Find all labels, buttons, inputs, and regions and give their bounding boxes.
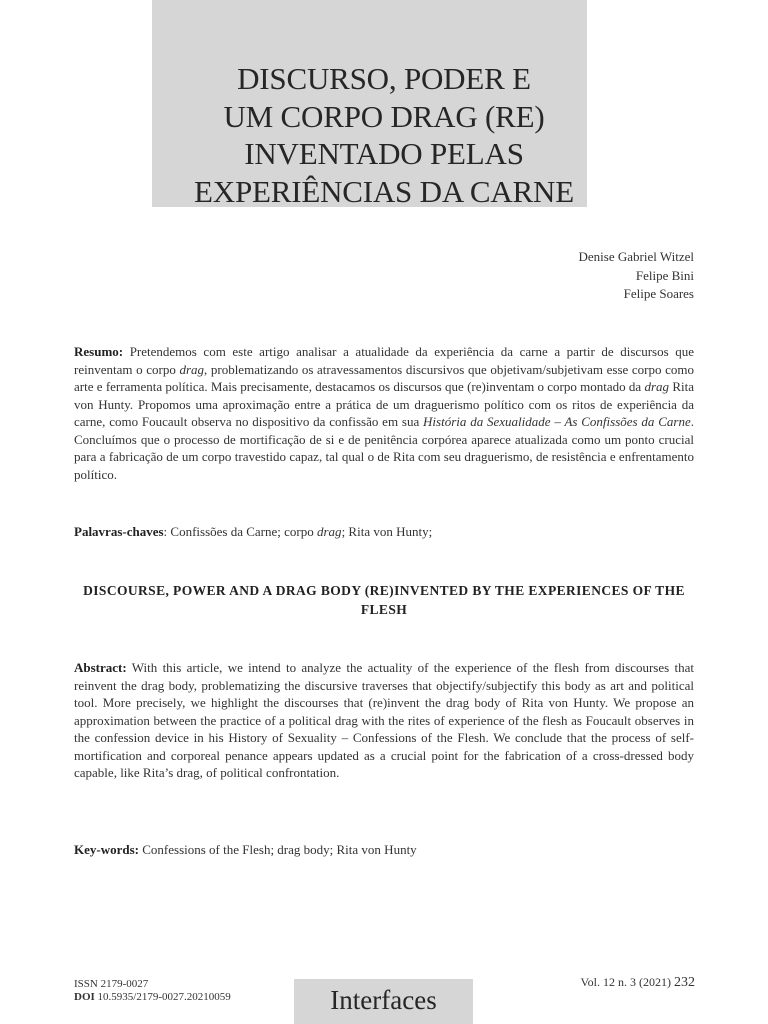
journal-name: Interfaces bbox=[294, 979, 473, 1024]
author-name: Felipe Bini bbox=[635, 267, 694, 283]
abstract-text: With this article, we intend to analyze the actuality of the experience of the flesh from discourses that reinvent the drag body, problematizing the discursive traverses that objectify/subjectify this body as art and political tool. More precisely, we highlight the discourses that (re)invent the drag body of Rita von Hunty. We propose an approximation between the practice of a political drag with the rites of experience of the flesh as Foucault observes in the confession device in his History of Sexuality – Confessions of the Flesh. We conclude that the process of self-mortification and corporeal penance appears updated as a crucial point for the fabrication of a cross-dressed body capable, like Rita’s drag, of political confrontation. bbox=[74, 660, 694, 780]
keywords bbox=[74, 841, 694, 859]
resumo-italic: História da Sexualidade – As Confissões da Carne bbox=[423, 414, 691, 429]
palavras-chaves bbox=[74, 523, 694, 541]
page-number: 232 bbox=[674, 975, 695, 990]
resumo-paragraph bbox=[74, 343, 694, 483]
title-line: UM CORPO DRAG (RE) bbox=[223, 98, 545, 134]
keywords-label: Key-words: bbox=[74, 842, 139, 857]
volume-info: Vol. 12 n. 3 (2021) bbox=[580, 975, 671, 989]
abstract-paragraph bbox=[74, 659, 694, 782]
doi-line bbox=[74, 991, 231, 1004]
resumo-label: Resumo: bbox=[74, 344, 124, 359]
author-list bbox=[579, 248, 694, 304]
doi-label: DOI bbox=[74, 991, 95, 1003]
english-title: DISCOURSE, POWER AND A DRAG BODY (RE)INVENTED BY THE EXPERIENCES OF THE FLESH bbox=[83, 583, 685, 617]
title-line: EXPERIÊNCIAS DA CARNE bbox=[194, 173, 574, 209]
footer-identifiers bbox=[74, 978, 231, 1004]
author-name: Denise Gabriel Witzel bbox=[578, 249, 694, 264]
resumo-text: Pretendemos com este artigo analisar a atualidade da experiência da carne a partir de discursos que reinventam o corpo bbox=[74, 344, 694, 377]
author-name: Felipe Soares bbox=[623, 286, 694, 301]
keywords-text: Confessions of the Flesh; drag body; Rita von Hunty bbox=[139, 842, 417, 857]
palavras-italic: drag bbox=[317, 524, 342, 539]
palavras-label: Palavras-chaves bbox=[74, 524, 164, 539]
resumo-text: . Concluímos que o processo de mortificação de si e de penitência corpórea aparece atualizada como um ponto crucial para a fabricação de um corpo travestido capaz, tal qual o de Rita com seu draguerismo, de resistência e enfrentamento político. bbox=[74, 414, 694, 482]
footer-volume bbox=[581, 975, 695, 991]
title-line: INVENTADO PELAS bbox=[244, 136, 524, 171]
palavras-text: : Confissões da Carne; corpo bbox=[163, 524, 317, 539]
resumo-italic: drag bbox=[179, 361, 204, 377]
palavras-text: ; Rita von Hunty; bbox=[341, 524, 433, 539]
resumo-italic: drag bbox=[644, 379, 670, 394]
issn: ISSN 2179-0027 bbox=[74, 978, 149, 990]
resumo-text: Rita von Hunty. Propomos uma aproximação entre a prática de um draguerismo político com os ritos de experiência da carne, como Foucault observa no dispositivo da confissão em sua bbox=[74, 379, 694, 429]
resumo-text: , problematizando os atravessamentos discursivos que objetivam/subjetivam esse corpo como arte e ferramenta política. Mais precisamente, destacamos os discursos que (re)inventam o corpo montado da bbox=[74, 361, 694, 394]
article-title bbox=[152, 60, 616, 210]
abstract-label: Abstract: bbox=[74, 660, 127, 675]
title-line: DISCURSO, PODER E bbox=[237, 61, 531, 96]
doi: 10.5935/2179-0027.20210059 bbox=[94, 991, 231, 1003]
